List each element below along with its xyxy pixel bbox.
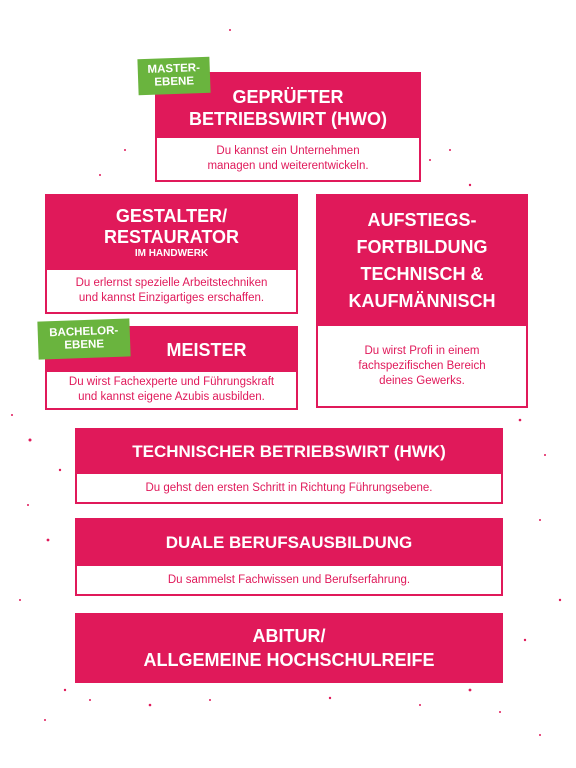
card-aufstiegsfortbildung <box>316 194 528 408</box>
desc-line: Du wirst Fachexperte und Führungskraft <box>68 376 275 388</box>
desc-line: Du sammelst Fachwissen und Berufserfahrung. <box>167 573 411 586</box>
card-description <box>47 372 296 408</box>
desc-line: Du erlernst spezielle Arbeitstechniken <box>75 277 268 289</box>
card-technischer-betriebswirt <box>75 428 503 504</box>
card-title-line: GESTALTER/ <box>115 206 228 226</box>
card-title-line: KAUFMÄNNISCH <box>348 291 496 311</box>
card-title-line: GEPRÜFTER <box>232 87 344 107</box>
badge-line: EBENE <box>154 75 195 89</box>
card-subtitle: IM HANDWERK <box>134 248 209 259</box>
card-abitur <box>75 613 503 683</box>
card-description <box>157 138 419 180</box>
card-title-line: ALLGEMEINE HOCHSCHULREIFE <box>143 650 435 670</box>
badge-line: MASTER- <box>147 62 201 76</box>
card-title-line: TECHNISCHER BETRIEBSWIRT (HWK) <box>132 442 446 461</box>
card-duale-berufsausbildung <box>75 518 503 596</box>
card-description <box>77 474 501 502</box>
desc-line: Du gehst den ersten Schritt in Richtung Führungsebene. <box>145 481 433 494</box>
card-title-line: TECHNISCH & <box>360 264 484 284</box>
badge-line: BACHELOR- <box>49 324 119 340</box>
card-title-line: BETRIEBSWIRT (HWO) <box>189 109 387 129</box>
desc-line: fachspezifischen Bereich <box>358 359 486 372</box>
card-title <box>77 520 501 566</box>
desc-line: deines Gewerks. <box>379 374 465 387</box>
card-title <box>77 430 501 474</box>
badge-line: EBENE <box>64 338 105 352</box>
card-gestalter-restaurator <box>45 194 298 314</box>
card-title-line: AUFSTIEGS- <box>367 210 477 230</box>
card-description <box>318 326 526 406</box>
desc-line: Du kannst ein Unternehmen <box>216 145 360 157</box>
card-title <box>47 196 296 270</box>
card-title-line: MEISTER <box>166 340 247 360</box>
desc-line: Du wirst Profi in einem <box>364 344 480 357</box>
card-title-line: ABITUR/ <box>252 626 326 646</box>
card-title <box>318 196 526 326</box>
card-title-line: RESTAURATOR <box>104 227 239 247</box>
desc-line: und kannst eigene Azubis ausbilden. <box>78 391 265 403</box>
bachelor-level-badge <box>37 318 130 359</box>
card-title-line: DUALE BERUFSAUSBILDUNG <box>165 533 413 552</box>
desc-line: und kannst Einzigartiges erschaffen. <box>78 292 265 304</box>
desc-line: managen und weiterentwickeln. <box>207 160 369 172</box>
card-title-line: FORTBILDUNG <box>356 237 488 257</box>
card-description <box>77 566 501 594</box>
master-level-badge <box>137 57 210 95</box>
card-description <box>47 270 296 312</box>
